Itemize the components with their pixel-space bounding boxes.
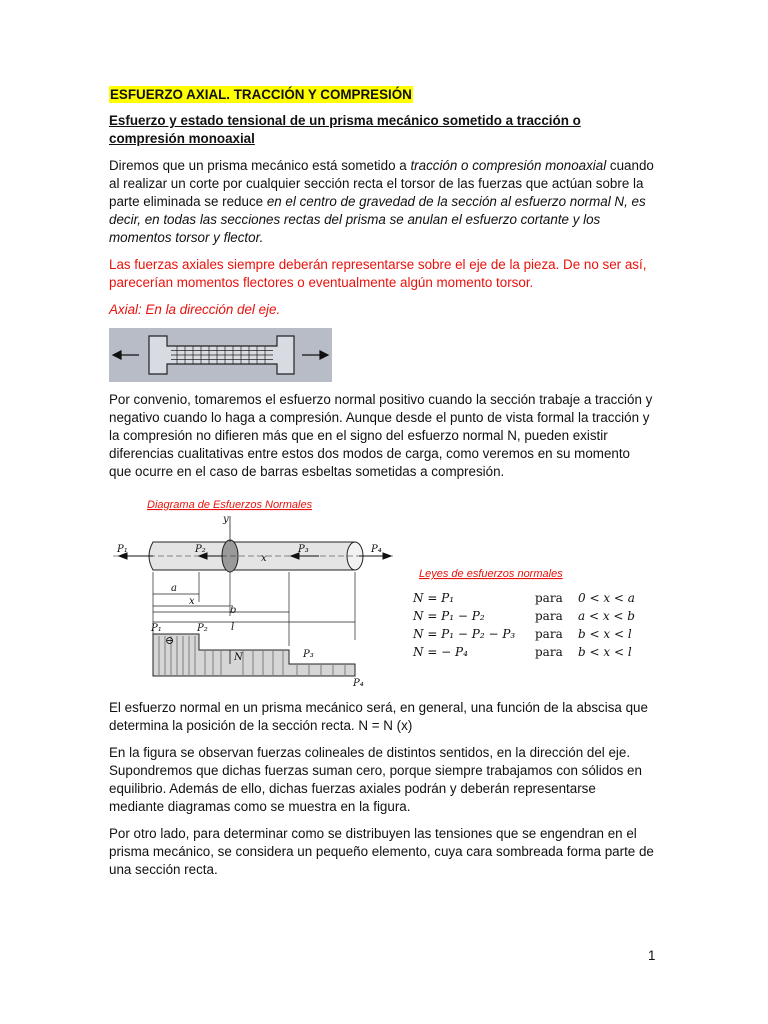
- law-eq-4: N = − P₄: [413, 645, 468, 659]
- label-x-dim: x: [189, 596, 195, 607]
- law-range-3: b < x < l: [578, 627, 632, 641]
- paragraph-convention: Por convenio, tomaremos el esfuerzo normal positivo cuando la sección trabaje a tracción y negativo cuando lo haga a compresión. Aunque desde el punto de vista formal la tracción y la compresión no difieren más que en el signo del esfuerzo normal N, pueden existir diferencias cualitativas entre estos dos modos de carga, como veremos en su momento que ocurre en el caso de barras esbeltas sometidas a compresión.: [109, 392, 653, 479]
- label-l: l: [231, 622, 235, 633]
- laws-title: Leyes de esfuerzos normales: [419, 568, 563, 580]
- p1-text-d: en el centro de gravedad de la sección al esfuerzo normal N, es decir, en todas las secciones rectas del prisma se anulan el esfuerzo cortante y los momentos torsor y flector.: [109, 194, 646, 245]
- law-para-4: para: [535, 645, 563, 659]
- normal-force-diagram-figure: [113, 494, 651, 686]
- law-para-3: para: [535, 627, 563, 641]
- laws-list: [412, 591, 635, 659]
- law-eq-2: N = P₁ − P₂: [413, 609, 485, 623]
- p1-text-c: cuando al realizar un corte por cualquier sección recta el torsor de las fuerzas que actúan sobre la parte eliminada se reduce: [109, 158, 654, 209]
- diagram-label-n: N: [234, 652, 243, 663]
- p1-text-b: tracción o compresión monoaxial: [410, 158, 607, 173]
- minus-sign: ⊖: [165, 634, 175, 647]
- label-x-shaft: x: [261, 553, 267, 564]
- force-diagram-area: [153, 634, 355, 676]
- axial-definition: Axial: En la dirección del eje.: [109, 302, 281, 317]
- tension-specimen-figure: [109, 328, 332, 382]
- diagram-title: Diagrama de Esfuerzos Normales: [147, 499, 313, 511]
- law-range-1: 0 < x < a: [578, 591, 635, 605]
- diagram-label-p1: P₁: [151, 623, 162, 634]
- label-y: y: [223, 514, 229, 525]
- label-p2: P₂: [195, 544, 206, 555]
- law-eq-1: N = P₁: [413, 591, 455, 605]
- diagram-label-p4: P₄: [353, 678, 364, 686]
- label-p1: P₁: [117, 544, 128, 555]
- diagram-label-p3: P₃: [303, 649, 314, 660]
- law-range-4: b < x < l: [578, 645, 632, 659]
- paragraph-definition: [109, 157, 654, 247]
- law-para-1: para: [535, 591, 563, 605]
- red-note: Las fuerzas axiales siempre deberán representarse sobre el eje de la pieza. De no ser así, parecerían momentos flectores o eventualmente algún momento torsor.: [109, 257, 647, 290]
- p1-text-a: Diremos que un prisma mecánico está sometido a: [109, 158, 411, 173]
- paragraph-normal-function: El esfuerzo normal en un prisma mecánico será, en general, una función de la abscisa que determina la posición de la sección recta. N = N (x): [109, 700, 648, 733]
- page-number: 1: [648, 948, 656, 963]
- diagram-label-p2: P₂: [197, 623, 208, 634]
- law-range-2: a < x < b: [578, 609, 635, 623]
- law-para-2: para: [535, 609, 563, 623]
- label-p4: P₄: [371, 544, 382, 555]
- law-eq-3: N = P₁ − P₂ − P₃: [413, 627, 516, 641]
- page-title: ESFUERZO AXIAL. TRACCIÓN Y COMPRESIÓN: [110, 87, 412, 102]
- label-a: a: [171, 583, 177, 594]
- label-b: b: [230, 605, 237, 616]
- section-subtitle: Esfuerzo y estado tensional de un prisma mecánico sometido a tracción o compresión monoaxial: [109, 113, 581, 146]
- paragraph-tension-distribution: Por otro lado, para determinar como se distribuyen las tensiones que se engendran en el prisma mecánico, se considera un pequeño elemento, cuya cara sombreada forma parte de una sección recta.: [109, 826, 654, 877]
- paragraph-collinear-forces: En la figura se observan fuerzas colineales de distintos sentidos, en la dirección del eje. Supondremos que dichas fuerzas suman cero, porque siempre trabajamos con sólidos en equilibrio. Además de ello, dichas fuerzas axiales podrán y deberán representarse mediante diagramas como se muestra en la figura.: [109, 745, 642, 814]
- label-p3: P₃: [298, 544, 309, 555]
